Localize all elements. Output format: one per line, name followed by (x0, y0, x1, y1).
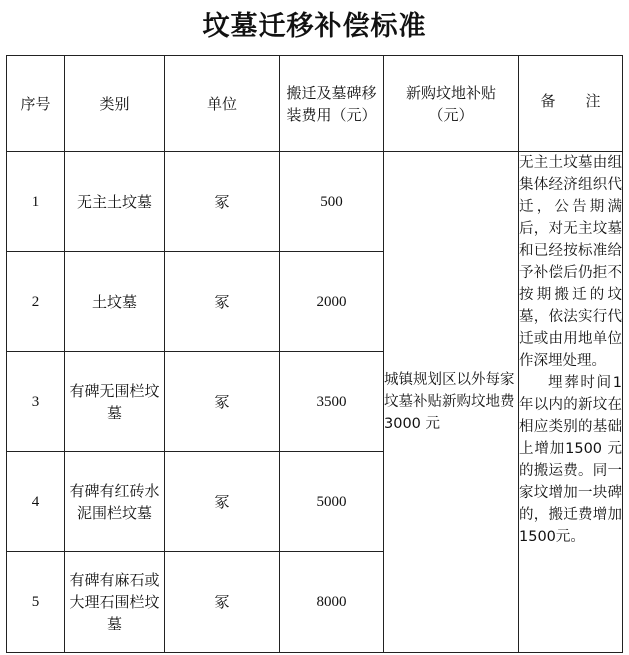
row-seq: 5 (7, 552, 65, 653)
compensation-table (6, 55, 623, 653)
header-relocation-fee: 搬迁及墓碑移装费用（元） (280, 56, 384, 152)
header-seq: 序号 (7, 56, 65, 152)
remarks-para-1: 无主土坟墓由组集体经济组织代迁，公告期满后，对无主坟墓和已经按标准给予补偿后仍拒不按期搬迁的坟墓，依法实行代迁或由用地单位作深埋处理。 (519, 155, 622, 369)
row-fee: 3500 (280, 352, 384, 452)
row-seq: 1 (7, 152, 65, 252)
header-remarks: 备 注 (519, 56, 623, 152)
header-unit: 单位 (165, 56, 280, 152)
row-unit: 冢 (165, 452, 280, 552)
remarks-cell (519, 152, 623, 653)
row-fee: 2000 (280, 252, 384, 352)
land-subsidy-cell: 城镇规划区以外每家坟墓补贴新购坟地费 3000 元 (384, 152, 519, 653)
row-category: 无主土坟墓 (65, 152, 165, 252)
row-seq: 3 (7, 352, 65, 452)
row-category: 有碑无围栏坟墓 (65, 352, 165, 452)
row-category: 土坟墓 (65, 252, 165, 352)
row-unit: 冢 (165, 252, 280, 352)
header-row (7, 56, 623, 152)
row-unit: 冢 (165, 552, 280, 653)
row-unit: 冢 (165, 352, 280, 452)
row-seq: 2 (7, 252, 65, 352)
row-category: 有碑有麻石或大理石围栏坟墓 (65, 552, 165, 653)
row-seq: 4 (7, 452, 65, 552)
row-fee: 500 (280, 152, 384, 252)
header-land-subsidy: 新购坟地补贴（元） (384, 56, 519, 152)
row-category: 有碑有红砖水泥围栏坟墓 (65, 452, 165, 552)
row-fee: 5000 (280, 452, 384, 552)
row-fee: 8000 (280, 552, 384, 653)
remarks-para-2: 埋葬时间1 年以内的新坟在相应类别的基础上增加1500 元的搬运费。同一家坟增加一块碑的，搬迁费增加 1500元。 (519, 375, 622, 545)
table-row (7, 152, 623, 252)
document-title: 坟墓迁移补偿标准 (202, 11, 427, 42)
row-unit: 冢 (165, 152, 280, 252)
header-category: 类别 (65, 56, 165, 152)
